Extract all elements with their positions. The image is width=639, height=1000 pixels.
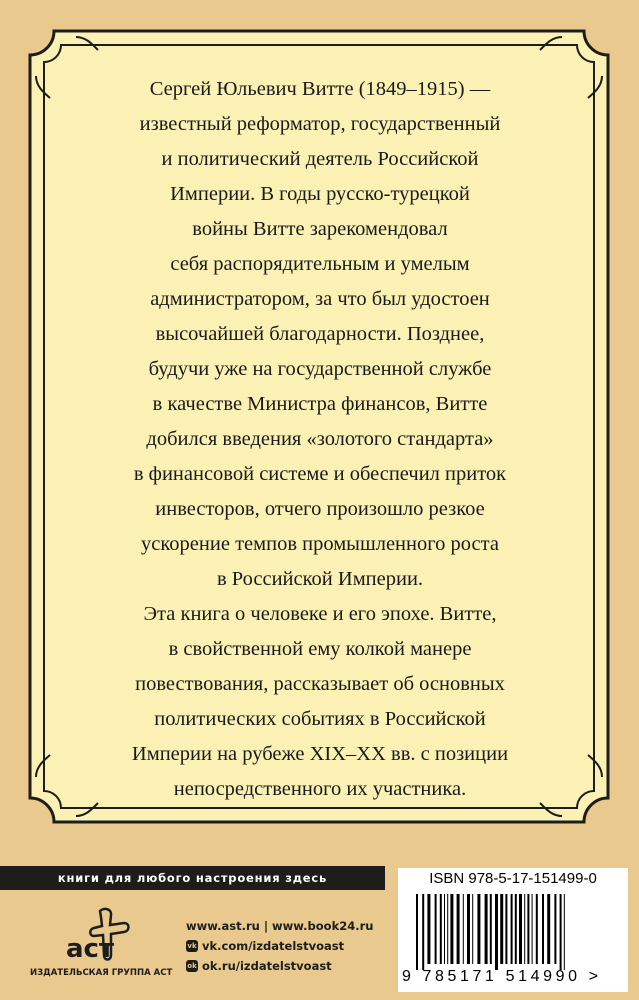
blurb-line: себя распорядительным и умелым	[170, 253, 470, 275]
blurb-line: администратором, за что был удостоен	[150, 288, 490, 310]
barcode-bar	[536, 894, 538, 964]
barcode-bar	[444, 894, 445, 964]
barcode-bars	[398, 894, 628, 972]
barcode-bar	[457, 894, 460, 964]
barcode-bar	[532, 894, 533, 964]
blurb-line: известный реформатор, государственный	[139, 113, 501, 135]
blurb-line: войны Витте зарекомендовал	[192, 218, 448, 240]
barcode-bar	[527, 894, 529, 964]
barcode-bar	[477, 894, 480, 964]
blurb-line: непосредственного их участника.	[173, 778, 467, 800]
barcode-bar	[472, 894, 473, 964]
slogan-text: книги для любого настроения здесь	[57, 871, 328, 885]
blurb-line: будучи уже на государственной службе	[148, 358, 492, 380]
ok-icon: ok	[187, 962, 197, 970]
barcode-bar	[422, 894, 424, 970]
ok-row	[186, 956, 373, 976]
blurb-line: Империи. В годы русско-турецкой	[170, 183, 470, 205]
barcode-bar	[511, 894, 513, 964]
annotation-text	[80, 72, 560, 807]
blurb-line: Сергей Юльевич Витте (1849–1915) —	[149, 78, 491, 100]
barcode-bar	[427, 894, 430, 964]
blurb-line: в финансовой системе и обеспечил приток	[133, 463, 507, 485]
barcode-bar	[560, 894, 562, 970]
barcode-bar	[467, 894, 470, 964]
barcode-bar	[490, 894, 492, 964]
blurb-line: повествования, рассказывает об основных	[135, 673, 505, 695]
slogan-banner	[0, 866, 385, 890]
barcode-bar	[463, 894, 464, 964]
barcode-bar	[524, 894, 525, 964]
websites-link[interactable]: www.ast.ru | www.book24.ru	[186, 919, 374, 933]
barcode-bar	[554, 894, 556, 964]
barcode-bar	[542, 894, 544, 964]
barcode-digits: 9 785171 514990 >	[402, 968, 602, 985]
barcode-bar	[447, 894, 448, 964]
ast-logo	[44, 905, 154, 965]
vk-icon: vk	[187, 942, 197, 950]
blurb-line: в качестве Министра финансов, Витте	[152, 393, 488, 415]
blurb-line: и политический деятель Российской	[161, 148, 479, 170]
blurb-line: Империи на рубеже XIX–XX вв. с позиции	[131, 743, 509, 765]
blurb-line: в Российской Империи.	[216, 568, 424, 590]
websites-row	[186, 916, 373, 936]
barcode-bar	[485, 894, 488, 964]
barcode-bar	[564, 894, 565, 970]
barcode-bar	[435, 894, 437, 964]
ast-logo-figure	[64, 905, 134, 965]
blurb-line: в свойственной ему колкой манере	[168, 638, 472, 660]
barcode-box	[398, 868, 628, 992]
publisher-caption: ИЗДАТЕЛЬСКАЯ ГРУППА АСТ	[30, 968, 173, 978]
barcode-bar	[495, 894, 498, 970]
barcode-bar	[440, 894, 442, 964]
blurb-line: добился введения «золотого стандарта»	[146, 428, 494, 450]
publisher-links	[186, 916, 373, 976]
barcode-bar	[416, 894, 418, 970]
ast-logo-letters: аст	[66, 934, 115, 964]
barcode-bar	[505, 894, 507, 964]
vk-link[interactable]: vk.com/izdatelstvoast	[202, 939, 345, 953]
blurb-line: политических событиях в Российской	[154, 708, 486, 730]
blurb-line: инвесторов, отчего произошло резкое	[155, 498, 485, 520]
barcode-bar	[450, 894, 453, 964]
isbn-text: ISBN 978-5-17-151499-0	[429, 870, 597, 887]
barcode-bar	[515, 894, 517, 964]
barcode-bar	[519, 894, 522, 964]
blurb-line: ускорение темпов промышленного роста	[141, 533, 499, 555]
barcode-bar	[547, 894, 550, 964]
blurb-line: Эта книга о человеке и его эпохе. Витте,	[143, 603, 497, 625]
blurb-line: высочайшей благодарности. Позднее,	[155, 323, 485, 345]
ok-link[interactable]: ok.ru/izdatelstvoast	[202, 959, 332, 973]
vk-row	[186, 936, 373, 956]
barcode-bar	[500, 894, 503, 964]
